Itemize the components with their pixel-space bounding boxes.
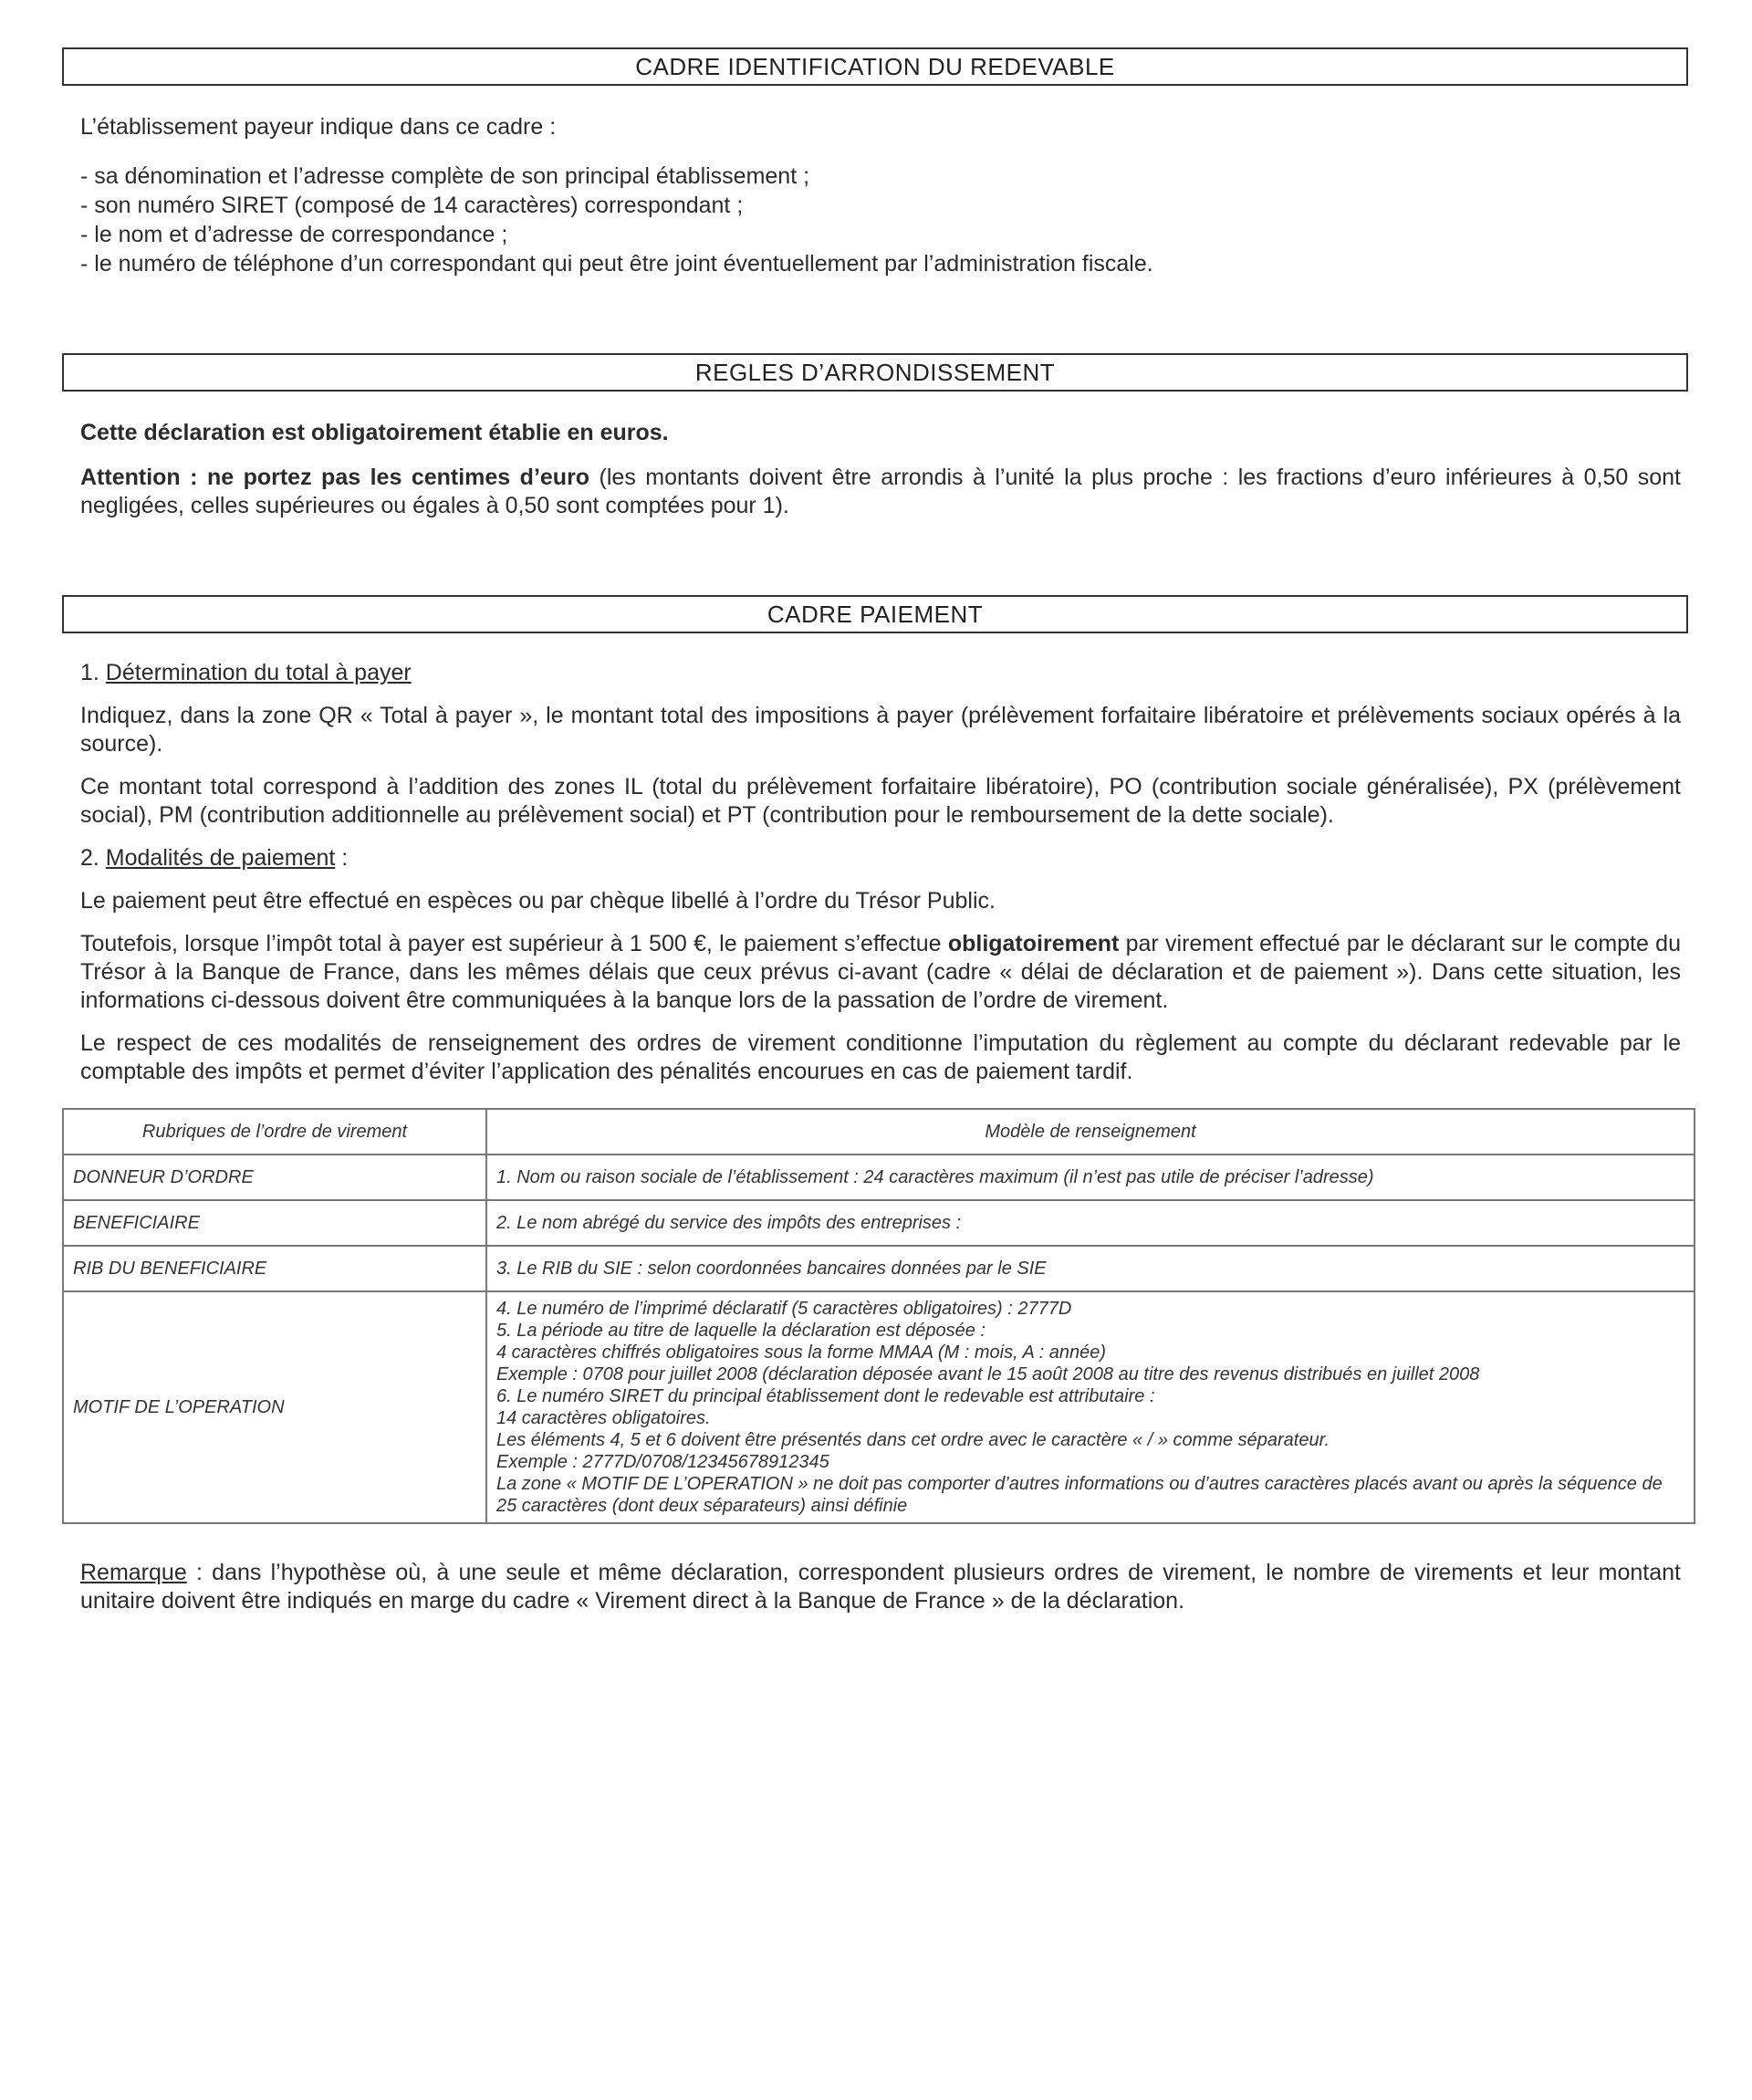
subheading-text: Détermination du total à payer <box>105 660 412 685</box>
table-cell-label: MOTIF DE L’OPERATION <box>63 1291 486 1523</box>
subheading-modalites <box>80 844 1681 872</box>
table-header: Rubriques de l’ordre de virement <box>63 1109 486 1154</box>
table-cell-value: 1. Nom ou raison sociale de l’établissement : 24 caractères maximum (il n’est pas utile de préciser l’adresse) <box>486 1154 1695 1200</box>
table-row <box>63 1200 1695 1246</box>
identification-list <box>80 162 1681 278</box>
remarque-label: Remarque <box>80 1560 187 1585</box>
table-header: Modèle de renseignement <box>486 1109 1695 1154</box>
paragraph-transfer-respect: Le respect de ces modalités de renseignement des ordres de virement conditionne l’imputation du règlement au compte du déclarant redevable par le comptable des impôts et permet d’éviter l’application des pénalités encourues en cas de paiement tardif. <box>80 1030 1681 1084</box>
paragraph-total-composition: Ce montant total correspond à l’addition des zones IL (total du prélèvement forfaitaire libératoire), PO (contribution sociale généralisée), PX (prélèvement social), PM (contribution additionnelle au prélèvement social) et PT (contribution pour le remboursement de la dette sociale). <box>80 774 1681 828</box>
table-cell-value: 3. Le RIB du SIE : selon coordonnées bancaires données par le SIE <box>486 1246 1695 1291</box>
motif-line: Exemple : 0708 pour juillet 2008 (déclaration déposée avant le 15 août 2008 au titre des revenus distribués en juillet 2008 <box>496 1364 1480 1384</box>
attention-label: Attention : ne portez pas les centimes d’euro <box>80 465 590 490</box>
table-row <box>63 1291 1695 1523</box>
subheading-suffix: : <box>335 845 349 871</box>
list-item: - le numéro de téléphone d’un correspondant qui peut être joint éventuellement par l’administration fiscale. <box>80 251 1153 277</box>
list-item: - son numéro SIRET (composé de 14 caractères) correspondant ; <box>80 193 744 218</box>
table-cell-label: RIB DU BENEFICIAIRE <box>63 1246 486 1291</box>
table-cell-value: 2. Le nom abrégé du service des impôts des entreprises : <box>486 1200 1695 1246</box>
section-title-paiement: CADRE PAIEMENT <box>62 595 1688 633</box>
text-span: Toutefois, lorsque l’impôt total à payer est supérieur à 1 500 €, le paiement s’effectue <box>80 931 948 956</box>
section-title-arrondissement: REGLES D’ARRONDISSEMENT <box>62 353 1688 392</box>
list-item: - sa dénomination et l’adresse complète de son principal établissement ; <box>80 163 810 189</box>
motif-line: 4 caractères chiffrés obligatoires sous la forme MMAA (M : mois, A : année) <box>496 1343 1107 1363</box>
motif-line: 6. Le numéro SIRET du principal établissement dont le redevable est attributaire : <box>496 1386 1155 1406</box>
subheading-number: 1. <box>80 660 106 685</box>
text-span: par virement effectué par le déclarant sur le compte du Trésor à la Banque de France, dans les mêmes délais que ceux prévus ci-avant (cadre « délai de déclaration et de paiement »). Dans cette situation, les informations ci-dessous doivent être communiquées à la banque lors de la passation de l’ordre de virement. <box>80 931 1681 1013</box>
motif-line: Exemple : 2777D/0708/12345678912345 <box>496 1452 829 1472</box>
section-title-identification: CADRE IDENTIFICATION DU REDEVABLE <box>62 47 1688 86</box>
identification-intro: L’établissement payeur indique dans ce cadre : <box>80 114 557 140</box>
motif-line: 4. Le numéro de l’imprimé déclaratif (5 caractères obligatoires) : 2777D <box>496 1299 1072 1319</box>
table-row <box>63 1154 1695 1200</box>
table-cell-value <box>486 1291 1695 1523</box>
motif-line: La zone « MOTIF DE L’OPERATION » ne doit pas comporter d’autres informations ou d’autres caractères placés avant ou après la séquence de 25 caractères (dont deux séparateurs) ainsi définie <box>496 1474 1663 1516</box>
obligatoirement-bold: obligatoirement <box>947 931 1120 956</box>
transfer-order-table <box>62 1108 1695 1524</box>
document-page <box>0 47 1752 2100</box>
subheading-number: 2. <box>80 845 106 871</box>
remarque-paragraph <box>80 1559 1681 1615</box>
paragraph-transfer-obligation <box>80 930 1681 1015</box>
subheading-total <box>80 659 1681 687</box>
motif-line: 5. La période au titre de laquelle la déclaration est déposée : <box>496 1321 986 1341</box>
table-cell-label: BENEFICIAIRE <box>63 1200 486 1246</box>
table-cell-label: DONNEUR D’ORDRE <box>63 1154 486 1200</box>
subheading-text: Modalités de paiement <box>105 845 336 871</box>
paragraph-payment-methods: Le paiement peut être effectué en espèces ou par chèque libellé à l’ordre du Trésor Public. <box>80 888 996 914</box>
centimes-attention <box>80 464 1681 520</box>
motif-line: 14 caractères obligatoires. <box>496 1408 711 1428</box>
paragraph-total-zone: Indiquez, dans la zone QR « Total à payer », le montant total des impositions à payer (prélèvement forfaitaire libératoire et prélèvements sociaux opérés à la source). <box>80 703 1681 757</box>
remarque-text: : dans l’hypothèse où, à une seule et même déclaration, correspondent plusieurs ordres de virement, le nombre de virements et leur montant unitaire doivent être indiqués en marge du cadre « Virement direct à la Banque de France » de la déclaration. <box>80 1560 1681 1614</box>
table-row <box>63 1246 1695 1291</box>
list-item: - le nom et d’adresse de correspondance ; <box>80 222 508 247</box>
euros-statement: Cette déclaration est obligatoirement établie en euros. <box>80 420 669 445</box>
motif-line: Les éléments 4, 5 et 6 doivent être présentés dans cet ordre avec le caractère « / » comme séparateur. <box>496 1430 1330 1450</box>
rounding-rule-text: (les montants doivent être arrondis à l’unité la plus proche : les fractions d’euro inférieures à 0,50 sont negligées, celles supérieures ou égales à 0,50 sont comptées pour 1). <box>80 465 1681 518</box>
